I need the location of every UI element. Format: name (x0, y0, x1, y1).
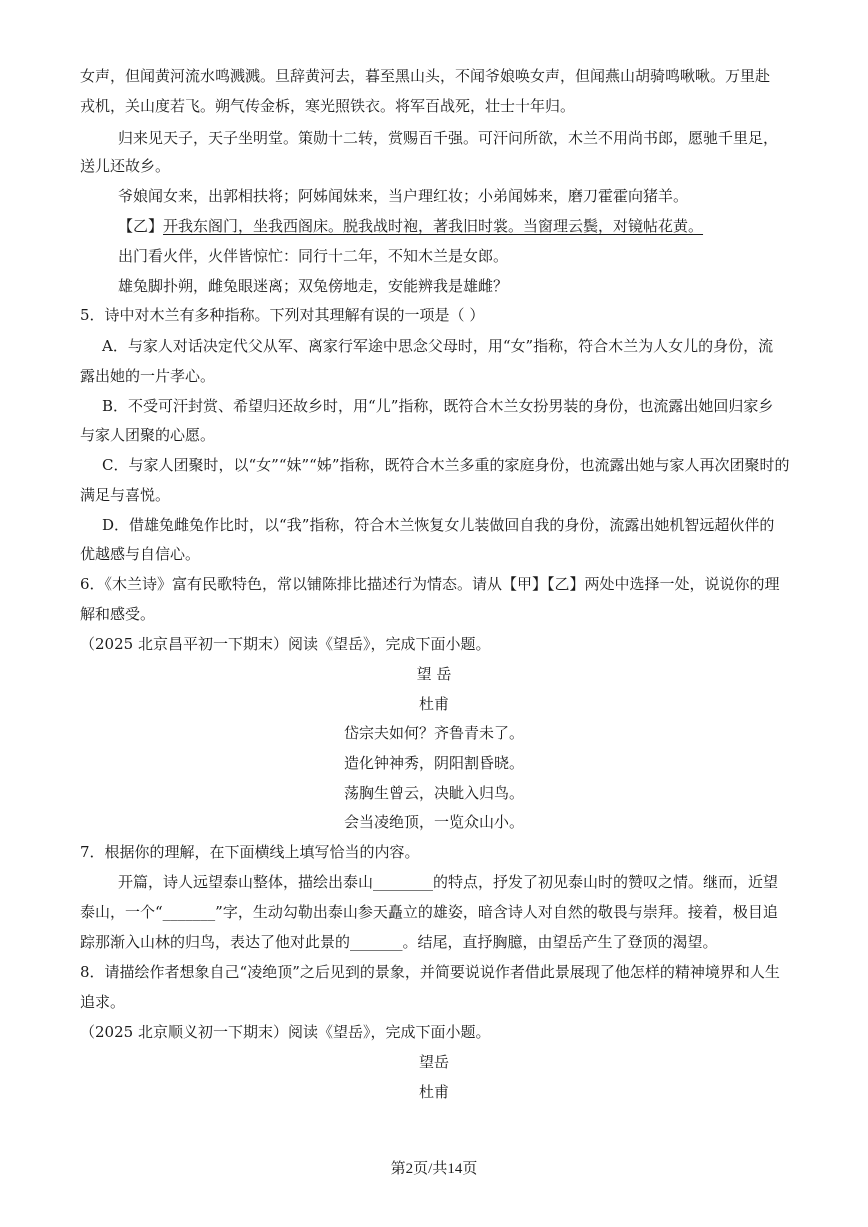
question-5-stem: 5．诗中对木兰有多种指称。下列对其理解有误的一项是（ ） (80, 306, 485, 324)
poem-line: 女声，但闻黄河流水鸣溅溅。旦辞黄河去，暮至黑山头，不闻爷娘唤女声，但闻燕山胡骑鸣啾啾。万里赴 (80, 67, 771, 85)
poem-line: 会当凌绝顶，一览众山小。 (343, 813, 524, 831)
poem-line: 荡胸生曾云，决眦入归鸟。 (343, 784, 524, 802)
q7-text: 。结尾，直抒胸臆，由望岳产生了登顶的渴望。 (402, 933, 718, 951)
answer-blank[interactable]: _______ (350, 933, 403, 951)
option-c-cont: 满足与喜悦。 (80, 486, 171, 504)
q7-text: ”字，生动勾勒出泰山参天矗立的雄姿，暗含诗人对自然的敬畏与崇拜。接着，极目追 (215, 903, 778, 921)
option-a: A．与家人对话决定代父从军、离家行军途中思念父母时，用“女”指称，符合木兰为人女儿的身份，流 (102, 337, 774, 355)
poem-title: 望岳 (418, 1053, 449, 1071)
option-c: C．与家人团聚时，以“女”“妹”“姊”指称，既符合木兰多重的家庭身份，也流露出她与家人再次团聚时的 (102, 456, 790, 474)
poem-author: 杜甫 (418, 695, 449, 713)
q7-text: 的特点，抒发了初见泰山时的赞叹之情。继而，近望 (433, 873, 779, 891)
question-7-stem: 7．根据你的理解，在下面横线上填写恰当的内容。 (80, 843, 420, 861)
option-a-cont: 露出她的一片孝心。 (80, 367, 216, 385)
question-8-stem: 8．请描绘作者想象自己“凌绝顶”之后见到的景象，并简要说说作者借此景展现了他怎样的精神境界和人生 (80, 963, 780, 981)
question-7-line (80, 902, 778, 922)
poem-line: 岱宗夫如何？齐鲁青未了。 (343, 724, 524, 742)
question-8-cont: 追求。 (80, 993, 126, 1011)
poem-line: 爷娘闻女来，出郭相扶将；阿姊闻妹来，当户理红妆；小弟闻姊来，磨刀霍霍向猪羊。 (118, 187, 689, 205)
option-d: D．借雄兔雌兔作比时，以“我”指称，符合木兰恢复女儿装做回自我的身份，流露出她机智远超伙伴的 (102, 516, 775, 534)
poem-line-yi (118, 216, 703, 236)
poem-line: 戎机，关山度若飞。朔气传金柝，寒光照铁衣。将军百战死，壮士十年归。 (80, 97, 576, 115)
poem-line: 出门看火伴，火伴皆惊忙：同行十二年，不知木兰是女郎。 (118, 247, 509, 265)
poem-author: 杜甫 (418, 1083, 449, 1101)
answer-blank[interactable]: _______ (162, 903, 216, 921)
question-6-cont: 解和感受。 (80, 605, 156, 623)
poem-line: 雄兔脚扑朔，雌兔眼迷离；双兔傍地走，安能辨我是雄雌？ (118, 277, 509, 295)
section-intro: （2025 北京顺义初一下期末）阅读《望岳》，完成下面小题。 (80, 1023, 491, 1041)
answer-blank[interactable]: ________ (373, 873, 434, 891)
q7-text: 开篇，诗人远望泰山整体，描绘出泰山 (118, 873, 374, 891)
question-7-line (80, 932, 718, 952)
option-d-cont: 优越感与自信心。 (80, 545, 201, 563)
section-intro: （2025 北京昌平初一下期末）阅读《望岳》，完成下面小题。 (80, 635, 491, 653)
option-b-cont: 与家人团聚的心愿。 (80, 426, 216, 444)
q7-text: 泰山，一个“ (80, 903, 163, 921)
question-7-line (118, 872, 778, 892)
page-number: 第2页/共14页 (390, 1161, 478, 1177)
option-b: B．不受可汗封赏、希望归还故乡时，用“儿”指称，既符合木兰女扮男装的身份，也流露出她回归家乡 (102, 397, 774, 415)
poem-title: 望 岳 (416, 665, 452, 683)
q7-text: 踪那渐入山林的归鸟，表达了他对此景的 (80, 933, 351, 951)
yi-marker: 【乙】 (118, 217, 164, 235)
yi-underlined-text: 开我东阁门，坐我西阁床。脱我战时袍，著我旧时裳。当窗理云鬓，对镜帖花黄。 (163, 217, 704, 235)
poem-line: 归来见天子，天子坐明堂。策勋十二转，赏赐百千强。可汗问所欲，木兰不用尚书郎，愿驰千里足， (118, 129, 779, 147)
question-6-stem: 6．《木兰诗》富有民歌特色，常以铺陈排比描述行为情态。请从【甲】【乙】两处中选择一处，说说你的理 (80, 575, 780, 593)
poem-line: 送儿还故乡。 (80, 157, 171, 175)
poem-line: 造化钟神秀，阴阳割昏晓。 (343, 754, 524, 772)
